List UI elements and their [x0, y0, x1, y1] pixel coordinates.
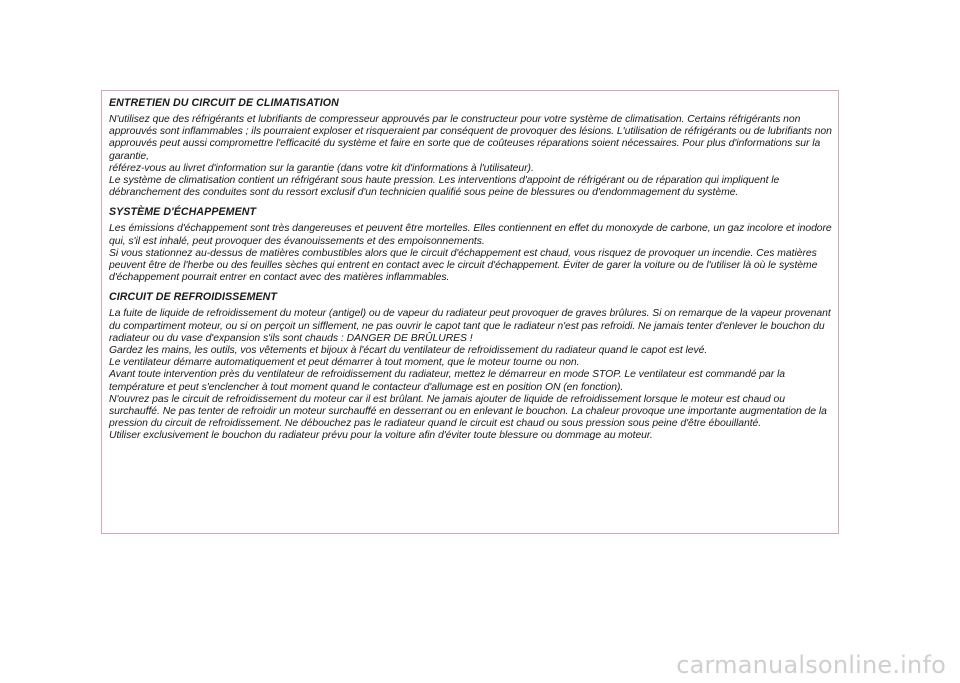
paragraph: Le ventilateur démarre automatiquement et peut démarrer à tout moment, que le moteur tourne ou non. [109, 357, 580, 369]
section-cooling-circuit [109, 290, 832, 442]
section-title: SYSTÈME D'ÉCHAPPEMENT [109, 206, 257, 219]
section-title: CIRCUIT DE REFROIDISSEMENT [109, 291, 277, 304]
section-air-conditioning [109, 96, 832, 199]
paragraph: Le système de climatisation contient un réfrigérant sous haute pression. Les interventions d'appoint de réfrigérant ou de réparation qui impliquent le débranchement des conduites sont du ressort exclusif d'un technicien qualifié sous peine de blessures ou d'endommagement du système. [109, 175, 780, 199]
manual-page-panel [101, 90, 839, 534]
paragraph: La fuite de liquide de refroidissement du moteur (antigel) ou de vapeur du radiateur peut provoquer de graves brûlures. Si on remarque de la vapeur provenant du compartiment moteur, ou si on perçoit un sifflement, ne pas ouvrir le capot tant que le radiateur n'est pas refroidi. Ne jamais tenter d'enlever le bouchon du radiateur ou du vase d'expansion s'ils sont chauds : DANGER DE BRÛLURES ! [109, 308, 831, 344]
paragraph: Utiliser exclusivement le bouchon du radiateur prévu pour la voiture afin d'éviter toute blessure ou dommage au moteur. [109, 430, 653, 442]
paragraph: Les émissions d'échappement sont très dangereuses et peuvent être mortelles. Elles contiennent en effet du monoxyde de carbone, un gaz incolore et inodore qui, s'il est inhalé, peut provoquer des évanouissements et des empoisonnements. [109, 223, 832, 247]
paragraph: N'ouvrez pas le circuit de refroidissement du moteur car il est brûlant. Ne jamais ajouter de liquide de refroidissement lorsque le moteur est chaud ou surchauffé. Ne pas tenter de refroidir un moteur surchauffé en desserrant ou en enlevant le bouchon. La chaleur provoque une importante augmentation de la pression du circuit de refroidissement. Ne débouchez pas le radiateur quand le circuit est chaud ou sous pression sous peine d'être ébouillanté. [109, 393, 827, 430]
section-title: ENTRETIEN DU CIRCUIT DE CLIMATISATION [109, 97, 339, 109]
paragraph: Si vous stationnez au-dessus de matières combustibles alors que le circuit d'échappement est chaud, vous risquez de provoquer un incendie. Ces matières peuvent être de l'herbe ou des feuilles sèches qui entrent en contact avec le circuit d'échappement. Éviter de garer la voiture ou de l'utiliser là où le système d'échappement pourrait entrer en contact avec des matières inflammables. [109, 247, 818, 284]
section-exhaust-system [109, 205, 832, 284]
paragraph: Avant toute intervention près du ventilateur de refroidissement du radiateur, mettez le démarreur en mode STOP. Le ventilateur est commandé par la température et peut s'enclencher à tout moment quand le contacteur d'allumage est en position ON (en fonction). [109, 369, 785, 393]
paragraph: N'utilisez que des réfrigérants et lubrifiants de compresseur approuvés par le constructeur pour votre système de climatisation. Certains réfrigérants non approuvés sont inflammables ; ils pourraient exploser et risqueraient par conséquent de provoquer des lésions. L'utilisation de réfrigérants ou de lubrifiants non approuvés peut aussi compromettre l'efficacité du système et faire en sorte que de coûteuses réparations soient nécessaires. Pour plus d'informations sur la garantie, [109, 114, 832, 162]
paragraph: Gardez les mains, les outils, vos vêtements et bijoux à l'écart du ventilateur de refroidissement du radiateur quand le capot est levé. [109, 345, 708, 357]
site-watermark: carmanualsonline.info [676, 651, 946, 679]
paragraph: référez-vous au livret d'information sur la garantie (dans votre kit d'informations à l'utilisateur). [109, 162, 534, 174]
